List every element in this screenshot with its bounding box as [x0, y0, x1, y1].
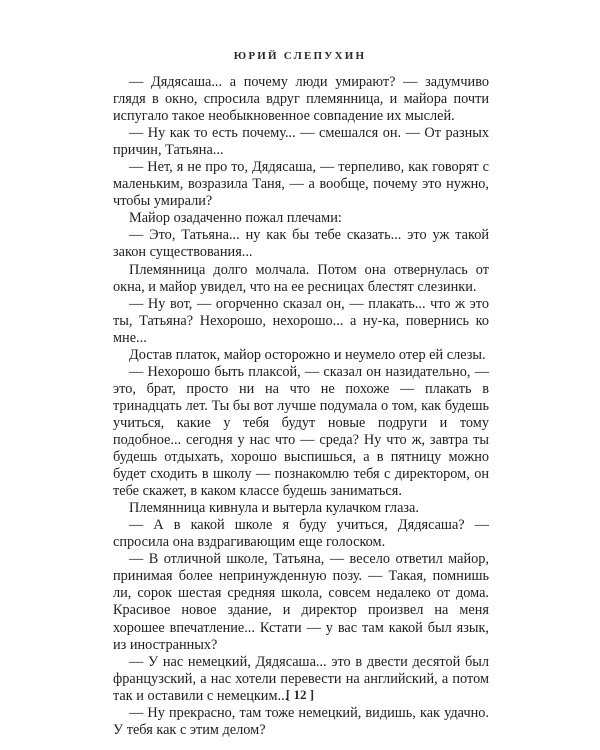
paragraph: — Дядясаша... а почему люди умирают? — задумчиво глядя в окно, спросила вдруг племянница, и майора почти испугало такое необыкновенное совпадение их мыслей.: [113, 74, 489, 125]
paragraph: — В отличной школе, Татьяна, — весело ответил майор, принимая более непринужденную позу. — Такая, помнишь ли, сорок шестая средняя школа, совсем недалеко от дома. Красивое новое здание, и директор произвел на меня хорошее впечатление... Кстати — у вас там какой был язык, из иностранных?: [113, 551, 489, 653]
paragraph: — Ну прекрасно, там тоже немецкий, видишь, как удачно. У тебя как с этим делом?: [113, 704, 489, 738]
body-text: [113, 74, 489, 739]
running-head-author: ЮРИЙ СЛЕПУХИН: [233, 50, 367, 62]
paragraph: — У нас немецкий, Дядясаша... это в двести десятой был французский, а нас хотели перевести на английский, а потом так и оставили с немецким...: [113, 653, 489, 704]
paragraph: — Нет, я не про то, Дядясаша, — терпеливо, как говорят с маленьким, возразила Таня, — а вообще, почему это нужно, чтобы умирали?: [113, 159, 489, 210]
paragraph: — А в какой школе я буду учиться, Дядясаша? — спросила она вздрагивающим еще голоском.: [113, 517, 489, 551]
paragraph: Племянница кивнула и вытерла кулачком глаза.: [129, 500, 419, 517]
page-number: [ 12 ]: [285, 687, 315, 702]
paragraph: — Ну как то есть почему... — смешался он. — От разных причин, Татьяна...: [113, 125, 489, 159]
paragraph: Племянница долго молчала. Потом она отвернулась от окна, и майор увидел, что на ее ресницах блестят слезинки.: [113, 261, 489, 295]
paragraph: Достав платок, майор осторожно и неумело отер ей слезы.: [129, 346, 486, 363]
paragraph: Майор озадаченно пожал плечами:: [129, 210, 342, 227]
paragraph: — Это, Татьяна... ну как бы тебе сказать... это уж такой закон существования...: [113, 227, 489, 261]
paragraph: — Ну вот, — огорченно сказал он, — плакать... что ж это ты, Татьяна? Нехорошо, нехорошо... а ну-ка, повернись ко мне...: [113, 295, 489, 346]
paragraph: — Нехорошо быть плаксой, — сказал он назидательно, — это, брат, просто ни на что не похоже — плакать в тринадцать лет. Ты бы вот лучше подумала о том, как будешь учиться, какие у тебя будут новые подруги и тому подобное... сегодня у нас что — среда? Ну что ж, завтра ты будешь отдыхать, хорошо выспишься, а в пятницу можно будет сходить в школу — познакомлю тебя с директором, он тебе скажет, в каком классе будешь заниматься.: [113, 363, 489, 500]
